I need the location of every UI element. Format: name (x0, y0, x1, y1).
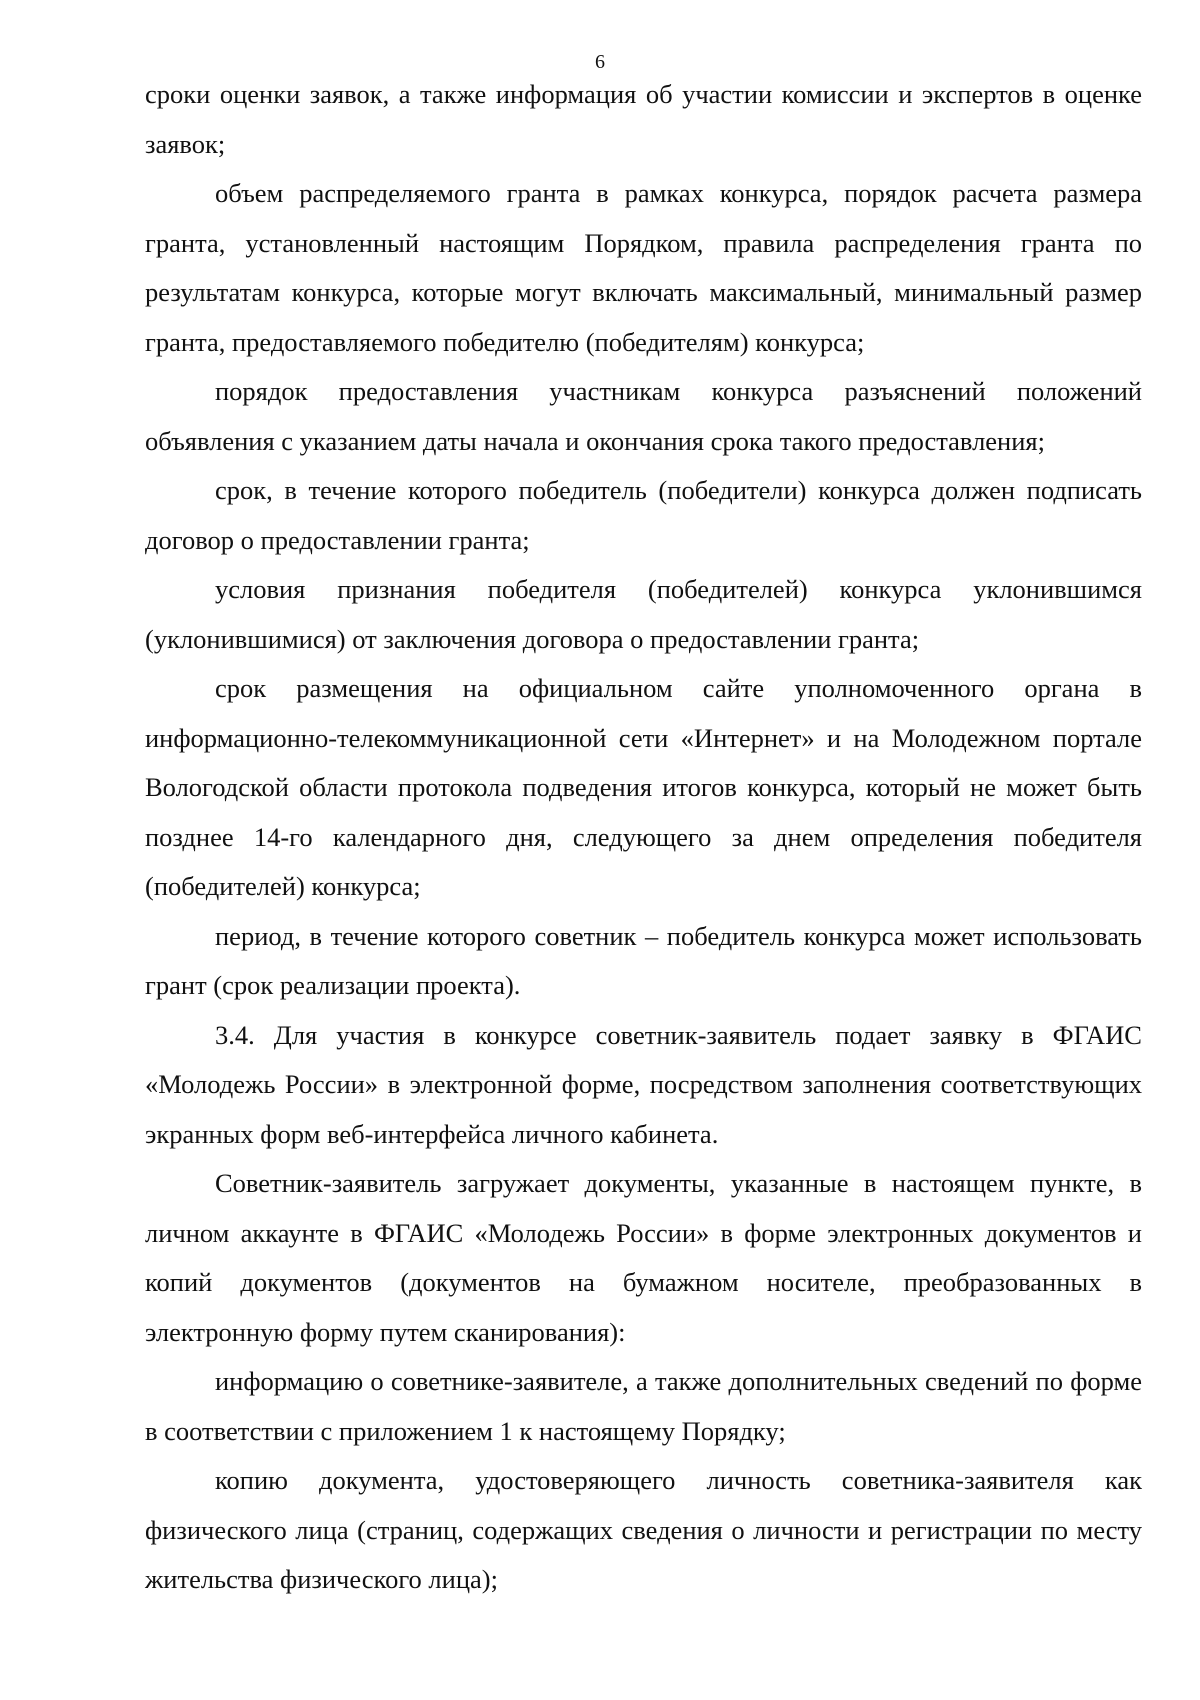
paragraph: копию документа, удостоверяющего личность советника-заявителя как физического лица (страниц, содержащих сведения о личности и регистрации по месту жительства физического лица); (145, 1465, 1142, 1594)
paragraph: условия признания победителя (победителей) конкурса уклонившимся (уклонившимися) от заключения договора о предоставлении гранта; (145, 574, 1142, 654)
paragraph: срок, в течение которого победитель (победители) конкурса должен подписать договор о предоставлении гранта; (145, 475, 1142, 555)
paragraph: объем распределяемого гранта в рамках конкурса, порядок расчета размера гранта, установленный настоящим Порядком, правила распределения гранта по результатам конкурса, которые могут включать максимальный, минимальный размер гранта, предоставляемого победителю (победителям) конкурса; (145, 178, 1142, 357)
document-body (145, 70, 1142, 1605)
paragraph: период, в течение которого советник – победитель конкурса может использовать грант (срок реализации проекта). (145, 920, 1142, 1000)
paragraph: информацию о советнике-заявителе, а также дополнительных сведений по форме в соответствии с приложением 1 к настоящему Порядку; (145, 1366, 1142, 1446)
paragraph: 3.4. Для участия в конкурсе советник-заявитель подает заявку в ФГАИС «Молодежь России» в электронной форме, посредством заполнения соответствующих экранных форм веб-интерфейса личного кабинета. (145, 1019, 1142, 1149)
paragraph: сроки оценки заявок, а также информация об участии комиссии и экспертов в оценке заявок; (145, 79, 1142, 159)
page-number: 6 (595, 51, 605, 73)
paragraph: порядок предоставления участникам конкурса разъяснений положений объявления с указанием даты начала и окончания срока такого предоставления; (145, 376, 1142, 456)
paragraph: срок размещения на официальном сайте уполномоченного органа в информационно-телекоммуникационной сети «Интернет» и на Молодежном портале Вологодской области протокола подведения итогов конкурса, который не может быть позднее 14-го календарного дня, следующего за днем определения победителя (победителей) конкурса; (145, 673, 1142, 901)
paragraph: Советник-заявитель загружает документы, указанные в настоящем пункте, в личном аккаунте в ФГАИС «Молодежь России» в форме электронных документов и копий документов (документов на бумажном носителе, преобразованных в электронную форму путем сканирования): (145, 1168, 1142, 1347)
